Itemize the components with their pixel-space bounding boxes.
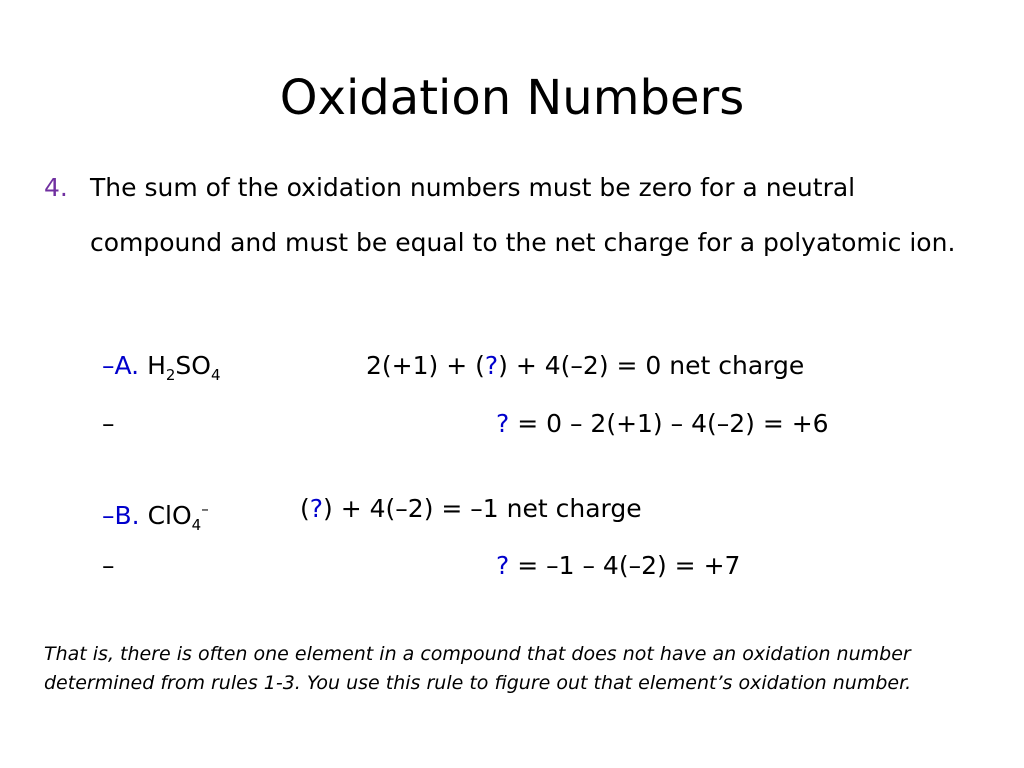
example-a-heading bbox=[102, 349, 221, 392]
example-a-dash: – bbox=[102, 351, 115, 380]
example-a-dash2: – bbox=[102, 409, 115, 438]
formula-part: SO bbox=[175, 351, 211, 380]
equation-part: ) + 4(–2) = –1 net charge bbox=[323, 494, 642, 523]
unknown-marker: ? bbox=[309, 494, 324, 523]
rule-text: The sum of the oxidation numbers must be zero for a neutral compound and must be equal to the net charge for a polyatomic ion. bbox=[90, 173, 956, 257]
solution-text: = 0 – 2(+1) – 4(–2) = +6 bbox=[509, 409, 829, 438]
unknown-marker: ? bbox=[496, 551, 510, 580]
unknown-marker: ? bbox=[496, 409, 510, 438]
rule-number: 4. bbox=[44, 173, 68, 202]
example-b-equation bbox=[300, 492, 642, 526]
formula-subscript: 2 bbox=[165, 366, 176, 384]
formula-part: H bbox=[147, 351, 166, 380]
solution-text: = –1 – 4(–2) = +7 bbox=[509, 551, 741, 580]
formula-subscript: 4 bbox=[191, 516, 202, 534]
example-a-equation bbox=[366, 349, 804, 383]
formula-subscript: 4 bbox=[210, 366, 221, 384]
example-b-formula bbox=[147, 500, 209, 534]
equation-part: ( bbox=[300, 494, 310, 523]
formula-superscript: – bbox=[201, 500, 209, 518]
example-b-heading bbox=[102, 492, 209, 542]
example-a-solution bbox=[496, 407, 829, 441]
example-b-solution bbox=[496, 549, 740, 583]
explanatory-note: That is, there is often one element in a compound that does not have an oxidation number determined from rules 1-3. You use this rule to figure out that element’s oxidation number. bbox=[44, 643, 912, 694]
example-a-label: A. bbox=[114, 351, 140, 380]
example-b-dash2: – bbox=[102, 551, 115, 580]
example-b-label: B. bbox=[114, 501, 140, 530]
equation-part: 2(+1) + ( bbox=[366, 351, 485, 380]
slide-title: Oxidation Numbers bbox=[279, 70, 745, 126]
example-a-formula bbox=[147, 351, 221, 384]
unknown-marker: ? bbox=[484, 351, 499, 380]
formula-part: ClO bbox=[147, 501, 192, 530]
equation-part: ) + 4(–2) = 0 net charge bbox=[498, 351, 805, 380]
example-b-dash: – bbox=[102, 501, 115, 530]
